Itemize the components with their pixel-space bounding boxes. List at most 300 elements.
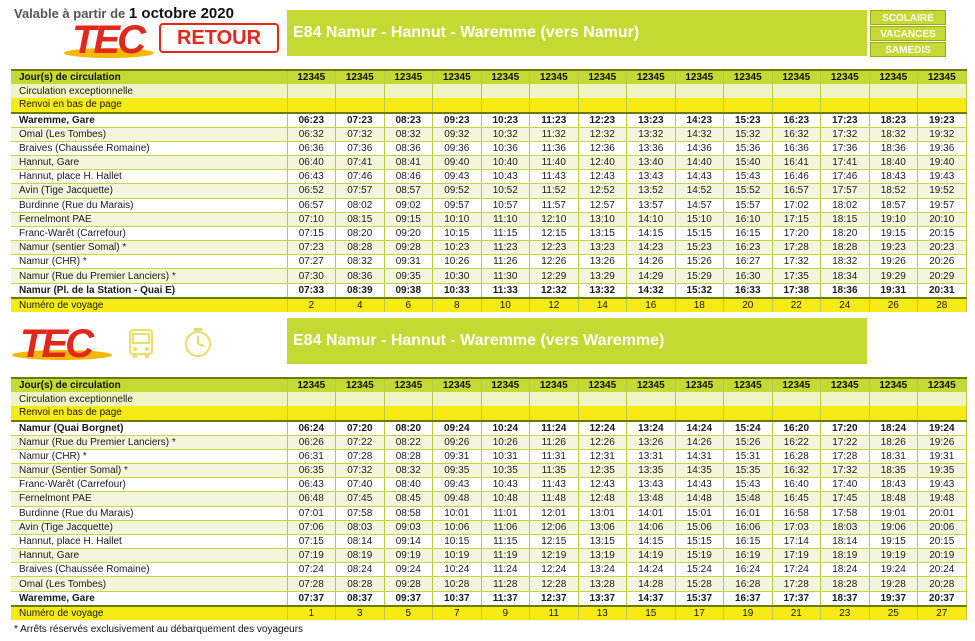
departure-time: 19:43 — [918, 478, 967, 492]
departure-time: 18:31 — [869, 449, 918, 463]
departure-time: 18:40 — [869, 155, 918, 169]
departure-time: 16:46 — [772, 170, 821, 184]
renvoi-cell — [578, 98, 627, 112]
departure-time: 20:15 — [918, 534, 967, 548]
departure-time: 10:10 — [433, 212, 482, 226]
departure-time: 10:24 — [481, 421, 530, 436]
departure-time: 15:32 — [724, 127, 773, 141]
departure-time: 15:01 — [675, 506, 724, 520]
departure-time: 16:37 — [724, 591, 773, 606]
renvoi-cell — [336, 406, 385, 420]
departure-time: 16:23 — [772, 113, 821, 128]
departure-time: 11:28 — [481, 577, 530, 591]
voyage-label: Numéro de voyage — [11, 606, 287, 620]
exceptional-row — [11, 392, 966, 406]
departure-time: 08:20 — [384, 421, 433, 436]
stop-name: Franc-Warêt (Carrefour) — [11, 226, 287, 240]
departure-time: 10:23 — [481, 113, 530, 128]
departure-time: 12:23 — [530, 241, 579, 255]
voyage-number: 17 — [675, 606, 724, 620]
tec-logo-secondary — [12, 324, 112, 366]
departure-time: 11:24 — [530, 421, 579, 436]
departure-time: 14:15 — [627, 226, 676, 240]
days-cell: 12345 — [821, 378, 870, 392]
departure-time: 15:52 — [724, 184, 773, 198]
voyage-number: 11 — [530, 606, 579, 620]
voyage-row — [11, 606, 966, 620]
departure-time: 08:15 — [336, 212, 385, 226]
departure-time: 13:26 — [627, 435, 676, 449]
days-cell: 12345 — [578, 70, 627, 84]
exceptional-cell — [433, 84, 482, 98]
departure-time: 09:35 — [384, 269, 433, 283]
departure-time: 07:57 — [336, 184, 385, 198]
voyage-number: 7 — [433, 606, 482, 620]
departure-time: 12:06 — [530, 520, 579, 534]
departure-time: 13:43 — [627, 478, 676, 492]
stop-row — [11, 492, 966, 506]
departure-time: 19:15 — [869, 226, 918, 240]
departure-time: 07:36 — [336, 141, 385, 155]
departure-time: 19:06 — [869, 520, 918, 534]
voyage-number: 14 — [578, 298, 627, 312]
voyage-number: 19 — [724, 606, 773, 620]
stop-row — [11, 269, 966, 283]
departure-time: 13:32 — [578, 283, 627, 298]
departure-time: 19:19 — [869, 549, 918, 563]
voyage-number: 16 — [627, 298, 676, 312]
stop-row — [11, 241, 966, 255]
exceptional-cell — [918, 84, 967, 98]
departure-time: 16:24 — [724, 563, 773, 577]
departure-time: 10:37 — [433, 591, 482, 606]
departure-time: 14:36 — [675, 141, 724, 155]
departure-time: 06:48 — [287, 492, 336, 506]
direction-badge: RETOUR — [159, 23, 279, 53]
logo-text: TEC — [72, 18, 143, 62]
departure-time: 19:26 — [918, 435, 967, 449]
voyage-number: 18 — [675, 298, 724, 312]
days-row — [11, 70, 966, 84]
departure-time: 19:40 — [918, 155, 967, 169]
renvoi-cell — [578, 406, 627, 420]
departure-time: 09:31 — [384, 255, 433, 269]
departure-time: 20:28 — [918, 577, 967, 591]
departure-time: 20:15 — [918, 226, 967, 240]
stop-row — [11, 113, 966, 128]
exceptional-cell — [772, 392, 821, 406]
stop-name: Namur (sentier Somal) * — [11, 241, 287, 255]
departure-time: 17:28 — [821, 449, 870, 463]
renvoi-row — [11, 98, 966, 112]
departure-time: 09:20 — [384, 226, 433, 240]
departure-time: 15:40 — [724, 155, 773, 169]
departure-time: 07:30 — [287, 269, 336, 283]
renvoi-label: Renvoi en bas de page — [11, 98, 287, 112]
departure-time: 14:26 — [675, 435, 724, 449]
departure-time: 17:23 — [821, 113, 870, 128]
departure-time: 07:23 — [287, 241, 336, 255]
departure-time: 11:10 — [481, 212, 530, 226]
departure-time: 08:03 — [336, 520, 385, 534]
departure-time: 15:26 — [675, 255, 724, 269]
departure-time: 08:32 — [384, 127, 433, 141]
departure-time: 17:14 — [772, 534, 821, 548]
departure-time: 15:19 — [675, 549, 724, 563]
departure-time: 12:23 — [578, 113, 627, 128]
departure-time: 10:19 — [433, 549, 482, 563]
departure-time: 07:10 — [287, 212, 336, 226]
departure-time: 16:15 — [724, 534, 773, 548]
departure-time: 12:24 — [578, 421, 627, 436]
departure-time: 14:23 — [627, 241, 676, 255]
departure-time: 16:22 — [772, 435, 821, 449]
exceptional-cell — [675, 84, 724, 98]
stop-name: Avin (Tige Jacquette) — [11, 520, 287, 534]
days-cell: 12345 — [821, 70, 870, 84]
departure-time: 18:23 — [869, 113, 918, 128]
departure-time: 12:52 — [578, 184, 627, 198]
departure-time: 07:41 — [336, 155, 385, 169]
bus-icon — [125, 327, 157, 359]
departure-time: 12:26 — [578, 435, 627, 449]
departure-time: 11:15 — [481, 226, 530, 240]
departure-time: 08:46 — [384, 170, 433, 184]
departure-time: 15:06 — [675, 520, 724, 534]
departure-time: 19:24 — [869, 563, 918, 577]
departure-time: 14:40 — [675, 155, 724, 169]
departure-time: 18:03 — [821, 520, 870, 534]
departure-time: 14:48 — [675, 492, 724, 506]
departure-time: 19:23 — [918, 113, 967, 128]
stop-name: Omal (Les Tombes) — [11, 577, 287, 591]
voyage-number: 5 — [384, 606, 433, 620]
voyage-label: Numéro de voyage — [11, 298, 287, 312]
departure-time: 06:31 — [287, 449, 336, 463]
departure-time: 13:29 — [578, 269, 627, 283]
departure-time: 08:24 — [336, 563, 385, 577]
departure-time: 12:36 — [578, 141, 627, 155]
departure-time: 12:32 — [530, 283, 579, 298]
departure-time: 17:28 — [772, 577, 821, 591]
departure-time: 15:57 — [724, 198, 773, 212]
departure-time: 18:26 — [869, 435, 918, 449]
stop-row — [11, 421, 966, 436]
departure-time: 10:32 — [481, 127, 530, 141]
departure-time: 07:27 — [287, 255, 336, 269]
departure-time: 16:06 — [724, 520, 773, 534]
departure-time: 09:48 — [433, 492, 482, 506]
departure-time: 16:57 — [772, 184, 821, 198]
departure-time: 17:40 — [821, 478, 870, 492]
departure-time: 09:26 — [433, 435, 482, 449]
renvoi-cell — [675, 406, 724, 420]
departure-time: 10:31 — [481, 449, 530, 463]
departure-time: 13:43 — [627, 170, 676, 184]
departure-time: 19:01 — [869, 506, 918, 520]
departure-time: 12:57 — [578, 198, 627, 212]
voyage-number: 2 — [287, 298, 336, 312]
departure-time: 12:15 — [530, 534, 579, 548]
departure-time: 12:15 — [530, 226, 579, 240]
stop-row — [11, 255, 966, 269]
renvoi-cell — [384, 406, 433, 420]
days-label: Jour(s) de circulation — [11, 70, 287, 84]
departure-time: 10:30 — [433, 269, 482, 283]
departure-time: 10:33 — [433, 283, 482, 298]
departure-time: 07:24 — [287, 563, 336, 577]
departure-time: 06:43 — [287, 170, 336, 184]
departure-time: 18:48 — [869, 492, 918, 506]
departure-time: 10:15 — [433, 534, 482, 548]
stop-name: Hannut, place H. Hallet — [11, 534, 287, 548]
departure-time: 18:43 — [869, 478, 918, 492]
departure-time: 20:24 — [918, 563, 967, 577]
departure-time: 16:20 — [772, 421, 821, 436]
departure-time: 14:32 — [627, 283, 676, 298]
stop-name: Fernelmont PAE — [11, 492, 287, 506]
exceptional-cell — [918, 392, 967, 406]
departure-time: 12:37 — [530, 591, 579, 606]
departure-time: 13:23 — [627, 113, 676, 128]
renvoi-cell — [287, 406, 336, 420]
departure-time: 07:15 — [287, 534, 336, 548]
departure-time: 06:36 — [287, 141, 336, 155]
renvoi-cell — [481, 406, 530, 420]
days-cell: 12345 — [336, 70, 385, 84]
voyage-number: 9 — [481, 606, 530, 620]
departure-time: 15:15 — [675, 534, 724, 548]
departure-time: 13:15 — [578, 534, 627, 548]
departure-time: 16:01 — [724, 506, 773, 520]
exceptional-cell — [869, 84, 918, 98]
departure-time: 09:02 — [384, 198, 433, 212]
departure-time: 12:26 — [530, 255, 579, 269]
stop-name: Burdinne (Rue du Marais) — [11, 198, 287, 212]
tag-scolaire: SCOLAIRE — [870, 10, 946, 25]
departure-time: 16:30 — [724, 269, 773, 283]
renvoi-cell — [336, 98, 385, 112]
departure-time: 17:19 — [772, 549, 821, 563]
departure-time: 14:26 — [627, 255, 676, 269]
departure-time: 14:32 — [675, 127, 724, 141]
renvoi-cell — [772, 406, 821, 420]
exceptional-row — [11, 84, 966, 98]
voyage-number: 22 — [772, 298, 821, 312]
departure-time: 11:57 — [530, 198, 579, 212]
departure-time: 06:26 — [287, 435, 336, 449]
departure-time: 18:19 — [821, 549, 870, 563]
renvoi-cell — [287, 98, 336, 112]
stop-name: Namur (Sentier Somal) * — [11, 463, 287, 477]
exceptional-cell — [821, 84, 870, 98]
departure-time: 07:28 — [287, 577, 336, 591]
renvoi-cell — [918, 406, 967, 420]
departure-time: 19:43 — [918, 170, 967, 184]
departure-time: 17:20 — [772, 226, 821, 240]
departure-time: 19:37 — [869, 591, 918, 606]
departure-time: 18:37 — [821, 591, 870, 606]
renvoi-cell — [627, 98, 676, 112]
departure-time: 11:01 — [481, 506, 530, 520]
departure-time: 09:43 — [433, 478, 482, 492]
departure-time: 15:32 — [675, 283, 724, 298]
departure-time: 16:45 — [772, 492, 821, 506]
departure-time: 09:03 — [384, 520, 433, 534]
departure-time: 17:02 — [772, 198, 821, 212]
departure-time: 07:06 — [287, 520, 336, 534]
voyage-number: 27 — [918, 606, 967, 620]
departure-time: 07:15 — [287, 226, 336, 240]
departure-time: 18:36 — [869, 141, 918, 155]
departure-time: 15:48 — [724, 492, 773, 506]
departure-time: 18:20 — [821, 226, 870, 240]
departure-time: 10:57 — [481, 198, 530, 212]
departure-time: 16:41 — [772, 155, 821, 169]
exceptional-cell — [724, 392, 773, 406]
departure-time: 09:43 — [433, 170, 482, 184]
exceptional-cell — [772, 84, 821, 98]
departure-time: 08:41 — [384, 155, 433, 169]
voyage-number: 12 — [530, 298, 579, 312]
departure-time: 10:26 — [481, 435, 530, 449]
departure-time: 20:26 — [918, 255, 967, 269]
departure-time: 09:14 — [384, 534, 433, 548]
departure-time: 08:14 — [336, 534, 385, 548]
departure-time: 06:40 — [287, 155, 336, 169]
stop-name: Hannut, place H. Hallet — [11, 170, 287, 184]
departure-time: 10:36 — [481, 141, 530, 155]
departure-time: 17:32 — [821, 463, 870, 477]
stop-name: Fernelmont PAE — [11, 212, 287, 226]
departure-time: 16:15 — [724, 226, 773, 240]
exceptional-cell — [433, 392, 482, 406]
departure-time: 14:37 — [627, 591, 676, 606]
departure-time: 10:01 — [433, 506, 482, 520]
renvoi-row — [11, 406, 966, 420]
departure-time: 14:43 — [675, 478, 724, 492]
departure-time: 14:28 — [627, 577, 676, 591]
departure-time: 19:48 — [918, 492, 967, 506]
departure-time: 13:15 — [578, 226, 627, 240]
days-cell: 12345 — [530, 378, 579, 392]
voyage-number: 26 — [869, 298, 918, 312]
departure-time: 14:24 — [627, 563, 676, 577]
departure-time: 11:15 — [481, 534, 530, 548]
departure-time: 10:43 — [481, 170, 530, 184]
departure-time: 10:15 — [433, 226, 482, 240]
departure-time: 09:15 — [384, 212, 433, 226]
departure-time: 20:23 — [918, 241, 967, 255]
departure-time: 15:43 — [724, 478, 773, 492]
departure-time: 10:06 — [433, 520, 482, 534]
departure-time: 11:35 — [530, 463, 579, 477]
days-cell: 12345 — [287, 378, 336, 392]
days-cell: 12345 — [918, 70, 967, 84]
departure-time: 10:48 — [481, 492, 530, 506]
departure-time: 09:28 — [384, 241, 433, 255]
stop-name: Avin (Tige Jacquette) — [11, 184, 287, 198]
departure-time: 12:32 — [578, 127, 627, 141]
departure-time: 18:32 — [821, 255, 870, 269]
renvoi-cell — [821, 406, 870, 420]
departure-time: 13:28 — [578, 577, 627, 591]
departure-time: 13:35 — [627, 463, 676, 477]
departure-time: 18:28 — [821, 241, 870, 255]
departure-time: 11:37 — [481, 591, 530, 606]
departure-time: 14:01 — [627, 506, 676, 520]
departure-time: 10:28 — [433, 577, 482, 591]
departure-time: 19:32 — [918, 127, 967, 141]
departure-time: 15:24 — [724, 421, 773, 436]
exceptional-label: Circulation exceptionnelle — [11, 84, 287, 98]
departure-time: 19:23 — [869, 241, 918, 255]
stop-row — [11, 283, 966, 298]
departure-time: 20:29 — [918, 269, 967, 283]
departure-time: 08:36 — [384, 141, 433, 155]
departure-time: 07:45 — [336, 492, 385, 506]
stop-name: Namur (CHR) * — [11, 449, 287, 463]
renvoi-cell — [869, 98, 918, 112]
days-cell: 12345 — [675, 70, 724, 84]
days-cell: 12345 — [530, 70, 579, 84]
departure-time: 11:52 — [530, 184, 579, 198]
stop-row — [11, 198, 966, 212]
departure-time: 12:31 — [578, 449, 627, 463]
voyage-number: 13 — [578, 606, 627, 620]
stop-row — [11, 212, 966, 226]
departure-time: 17:28 — [772, 241, 821, 255]
days-cell: 12345 — [384, 70, 433, 84]
departure-time: 18:14 — [821, 534, 870, 548]
departure-time: 12:28 — [530, 577, 579, 591]
departure-time: 11:40 — [530, 155, 579, 169]
renvoi-label: Renvoi en bas de page — [11, 406, 287, 420]
departure-time: 20:06 — [918, 520, 967, 534]
departure-time: 17:20 — [821, 421, 870, 436]
departure-time: 13:10 — [578, 212, 627, 226]
voyage-number: 8 — [433, 298, 482, 312]
departure-time: 18:34 — [821, 269, 870, 283]
departure-time: 18:57 — [869, 198, 918, 212]
renvoi-cell — [724, 406, 773, 420]
exceptional-cell — [627, 392, 676, 406]
departure-time: 10:24 — [433, 563, 482, 577]
voyage-number: 23 — [821, 606, 870, 620]
departure-time: 08:02 — [336, 198, 385, 212]
days-cell: 12345 — [627, 70, 676, 84]
departure-time: 10:35 — [481, 463, 530, 477]
departure-time: 17:41 — [821, 155, 870, 169]
stop-row — [11, 435, 966, 449]
stop-row — [11, 563, 966, 577]
stop-row — [11, 155, 966, 169]
departure-time: 11:26 — [530, 435, 579, 449]
stop-row — [11, 520, 966, 534]
departure-time: 12:35 — [578, 463, 627, 477]
stop-name: Braives (Chaussée Romaine) — [11, 141, 287, 155]
departure-time: 08:28 — [336, 577, 385, 591]
departure-time: 13:40 — [627, 155, 676, 169]
departure-time: 16:58 — [772, 506, 821, 520]
exceptional-cell — [530, 84, 579, 98]
days-cell: 12345 — [287, 70, 336, 84]
days-cell: 12345 — [772, 378, 821, 392]
validity-date: 1 octobre 2020 — [128, 5, 234, 22]
departure-time: 09:32 — [433, 127, 482, 141]
departure-time: 10:23 — [433, 241, 482, 255]
departure-time: 16:36 — [772, 141, 821, 155]
